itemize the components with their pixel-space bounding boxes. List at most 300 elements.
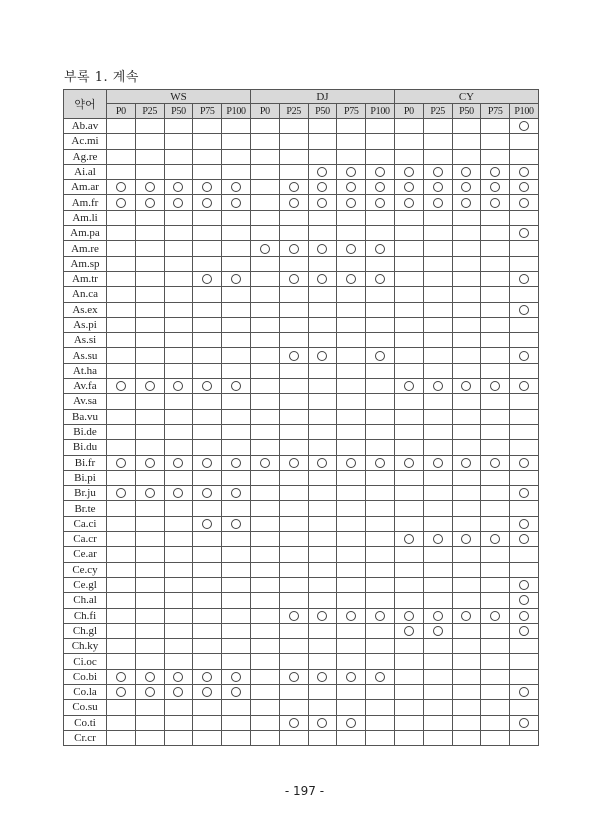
mark-cell [193, 363, 222, 378]
mark-cell [193, 379, 222, 394]
mark-cell [135, 669, 164, 684]
abbr-cell: Am.li [64, 210, 107, 225]
mark-cell [135, 149, 164, 164]
mark-cell [337, 149, 366, 164]
mark-cell [107, 593, 136, 608]
mark-cell [279, 302, 308, 317]
mark-cell [250, 577, 279, 592]
abbr-cell: Bi.de [64, 424, 107, 439]
mark-cell [193, 684, 222, 699]
mark-cell [308, 516, 337, 531]
circle-mark-icon [231, 274, 241, 284]
mark-cell [222, 333, 251, 348]
mark-cell [279, 164, 308, 179]
mark-cell [135, 715, 164, 730]
mark-cell [222, 562, 251, 577]
circle-mark-icon [461, 458, 471, 468]
mark-cell [193, 730, 222, 745]
mark-cell [193, 516, 222, 531]
circle-mark-icon [202, 274, 212, 284]
mark-cell [279, 486, 308, 501]
mark-cell [481, 608, 510, 623]
mark-cell [481, 409, 510, 424]
mark-cell [366, 379, 395, 394]
mark-cell [481, 623, 510, 638]
mark-cell [222, 669, 251, 684]
abbr-cell: Ch.ky [64, 639, 107, 654]
abbr-cell: Ag.re [64, 149, 107, 164]
subcolumn-header: P25 [279, 104, 308, 119]
mark-cell [279, 134, 308, 149]
mark-cell [423, 210, 452, 225]
mark-cell [366, 730, 395, 745]
mark-cell [337, 577, 366, 592]
circle-mark-icon [231, 381, 241, 391]
mark-cell [394, 730, 423, 745]
page-number: - 197 - [284, 784, 325, 798]
mark-cell [510, 226, 539, 241]
mark-cell [279, 226, 308, 241]
mark-cell [366, 348, 395, 363]
mark-cell [222, 470, 251, 485]
mark-cell [423, 271, 452, 286]
circle-mark-icon [519, 488, 529, 498]
mark-cell [423, 424, 452, 439]
mark-cell [107, 256, 136, 271]
mark-cell [481, 379, 510, 394]
abbr-cell: Bi.pi [64, 470, 107, 485]
mark-cell [135, 639, 164, 654]
mark-cell [510, 271, 539, 286]
circle-mark-icon [317, 274, 327, 284]
mark-cell [250, 302, 279, 317]
mark-cell [250, 700, 279, 715]
mark-cell [452, 317, 481, 332]
mark-cell [366, 700, 395, 715]
circle-mark-icon [490, 182, 500, 192]
mark-cell [164, 654, 193, 669]
mark-cell [394, 669, 423, 684]
mark-cell [452, 348, 481, 363]
table-row [64, 333, 539, 348]
mark-cell [250, 486, 279, 501]
circle-mark-icon [433, 182, 443, 192]
circle-mark-icon [375, 458, 385, 468]
mark-cell [250, 287, 279, 302]
mark-cell [107, 700, 136, 715]
mark-cell [222, 623, 251, 638]
mark-cell [107, 486, 136, 501]
mark-cell [337, 654, 366, 669]
mark-cell [510, 669, 539, 684]
abbr-cell: As.ex [64, 302, 107, 317]
mark-cell [394, 210, 423, 225]
mark-cell [135, 394, 164, 409]
mark-cell [423, 684, 452, 699]
mark-cell [452, 149, 481, 164]
group-header-cy: CY [394, 90, 538, 104]
mark-cell [135, 440, 164, 455]
mark-cell [481, 241, 510, 256]
mark-cell [135, 134, 164, 149]
mark-cell [510, 317, 539, 332]
mark-cell [164, 164, 193, 179]
mark-cell [164, 470, 193, 485]
table-row [64, 119, 539, 134]
mark-cell [510, 654, 539, 669]
mark-cell [107, 684, 136, 699]
mark-cell [423, 486, 452, 501]
mark-cell [510, 256, 539, 271]
mark-cell [279, 684, 308, 699]
abbr-cell: Av.fa [64, 379, 107, 394]
mark-cell [250, 470, 279, 485]
mark-cell [423, 256, 452, 271]
mark-cell [510, 119, 539, 134]
mark-cell [193, 271, 222, 286]
table-row [64, 348, 539, 363]
table-row [64, 149, 539, 164]
mark-cell [510, 501, 539, 516]
mark-cell [193, 134, 222, 149]
mark-cell [222, 684, 251, 699]
circle-mark-icon [116, 182, 126, 192]
circle-mark-icon [173, 672, 183, 682]
mark-cell [394, 516, 423, 531]
circle-mark-icon [519, 121, 529, 131]
circle-mark-icon [116, 198, 126, 208]
mark-cell [308, 149, 337, 164]
circle-mark-icon [404, 198, 414, 208]
mark-cell [135, 409, 164, 424]
circle-mark-icon [404, 381, 414, 391]
mark-cell [481, 134, 510, 149]
mark-cell [481, 470, 510, 485]
mark-cell [250, 516, 279, 531]
mark-cell [394, 623, 423, 638]
mark-cell [164, 684, 193, 699]
mark-cell [250, 348, 279, 363]
mark-cell [222, 195, 251, 210]
mark-cell [452, 715, 481, 730]
circle-mark-icon [433, 458, 443, 468]
mark-cell [250, 654, 279, 669]
mark-cell [279, 547, 308, 562]
mark-cell [193, 195, 222, 210]
mark-cell [366, 394, 395, 409]
table-row [64, 715, 539, 730]
mark-cell [366, 119, 395, 134]
mark-cell [481, 516, 510, 531]
mark-cell [510, 164, 539, 179]
mark-cell [222, 532, 251, 547]
mark-cell [337, 593, 366, 608]
mark-cell [279, 363, 308, 378]
mark-cell [423, 501, 452, 516]
mark-cell [366, 501, 395, 516]
mark-cell [193, 210, 222, 225]
mark-cell [337, 700, 366, 715]
mark-cell [366, 516, 395, 531]
mark-cell [366, 363, 395, 378]
mark-cell [222, 363, 251, 378]
mark-cell [481, 256, 510, 271]
mark-cell [452, 302, 481, 317]
mark-cell [193, 669, 222, 684]
mark-cell [107, 562, 136, 577]
mark-cell [193, 700, 222, 715]
subcolumn-header: P75 [481, 104, 510, 119]
mark-cell [164, 562, 193, 577]
mark-cell [510, 348, 539, 363]
abbr-cell: Am.ar [64, 180, 107, 195]
mark-cell [423, 134, 452, 149]
mark-cell [222, 256, 251, 271]
circle-mark-icon [145, 198, 155, 208]
circle-mark-icon [519, 687, 529, 697]
mark-cell [308, 317, 337, 332]
mark-cell [193, 119, 222, 134]
mark-cell [250, 134, 279, 149]
table-row [64, 532, 539, 547]
mark-cell [135, 195, 164, 210]
mark-cell [250, 639, 279, 654]
mark-cell [164, 608, 193, 623]
mark-cell [107, 455, 136, 470]
mark-cell [337, 119, 366, 134]
mark-cell [394, 547, 423, 562]
mark-cell [394, 164, 423, 179]
mark-cell [510, 424, 539, 439]
mark-cell [423, 149, 452, 164]
mark-cell [337, 486, 366, 501]
mark-cell [279, 180, 308, 195]
mark-cell [452, 226, 481, 241]
mark-cell [452, 577, 481, 592]
mark-cell [222, 700, 251, 715]
mark-cell [107, 547, 136, 562]
mark-cell [107, 134, 136, 149]
circle-mark-icon [519, 519, 529, 529]
circle-mark-icon [231, 458, 241, 468]
mark-cell [164, 623, 193, 638]
abbr-cell: Ca.ci [64, 516, 107, 531]
mark-cell [164, 271, 193, 286]
mark-cell [452, 379, 481, 394]
mark-cell [222, 287, 251, 302]
mark-cell [481, 654, 510, 669]
mark-cell [193, 455, 222, 470]
mark-cell [135, 577, 164, 592]
table-row [64, 256, 539, 271]
circle-mark-icon [346, 718, 356, 728]
mark-cell [107, 241, 136, 256]
mark-cell [250, 593, 279, 608]
mark-cell [164, 516, 193, 531]
mark-cell [394, 424, 423, 439]
mark-cell [222, 317, 251, 332]
circle-mark-icon [346, 611, 356, 621]
circle-mark-icon [519, 534, 529, 544]
mark-cell [164, 348, 193, 363]
mark-cell [308, 210, 337, 225]
mark-cell [279, 119, 308, 134]
circle-mark-icon [490, 198, 500, 208]
mark-cell [164, 394, 193, 409]
mark-cell [337, 164, 366, 179]
subcolumn-header: P25 [423, 104, 452, 119]
mark-cell [107, 348, 136, 363]
mark-cell [308, 287, 337, 302]
mark-cell [510, 684, 539, 699]
abbr-cell: Ci.oc [64, 654, 107, 669]
abbr-cell: Co.ti [64, 715, 107, 730]
mark-cell [250, 164, 279, 179]
mark-cell [164, 317, 193, 332]
mark-cell [107, 271, 136, 286]
mark-cell [366, 333, 395, 348]
mark-cell [308, 226, 337, 241]
mark-cell [423, 119, 452, 134]
subcolumn-header: P50 [308, 104, 337, 119]
mark-cell [250, 684, 279, 699]
mark-cell [222, 134, 251, 149]
circle-mark-icon [231, 519, 241, 529]
table-row [64, 455, 539, 470]
circle-mark-icon [433, 381, 443, 391]
mark-cell [337, 547, 366, 562]
table-row [64, 180, 539, 195]
mark-cell [394, 287, 423, 302]
appendix-table [63, 89, 539, 746]
circle-mark-icon [375, 672, 385, 682]
mark-cell [423, 715, 452, 730]
mark-cell [250, 119, 279, 134]
mark-cell [135, 363, 164, 378]
mark-cell [394, 562, 423, 577]
mark-cell [250, 532, 279, 547]
mark-cell [337, 455, 366, 470]
mark-cell [107, 363, 136, 378]
table-row [64, 470, 539, 485]
mark-cell [250, 409, 279, 424]
mark-cell [481, 164, 510, 179]
mark-cell [452, 363, 481, 378]
circle-mark-icon [346, 182, 356, 192]
circle-mark-icon [173, 198, 183, 208]
circle-mark-icon [346, 672, 356, 682]
mark-cell [452, 119, 481, 134]
mark-cell [481, 180, 510, 195]
circle-mark-icon [173, 182, 183, 192]
mark-cell [366, 302, 395, 317]
mark-cell [394, 577, 423, 592]
mark-cell [250, 241, 279, 256]
mark-cell [308, 440, 337, 455]
circle-mark-icon [231, 687, 241, 697]
mark-cell [337, 180, 366, 195]
mark-cell [452, 593, 481, 608]
mark-cell [423, 608, 452, 623]
circle-mark-icon [173, 687, 183, 697]
table-row [64, 363, 539, 378]
circle-mark-icon [231, 672, 241, 682]
table-row [64, 577, 539, 592]
mark-cell [135, 455, 164, 470]
table-row [64, 440, 539, 455]
mark-cell [222, 547, 251, 562]
mark-cell [193, 639, 222, 654]
mark-cell [193, 547, 222, 562]
mark-cell [222, 516, 251, 531]
mark-cell [193, 256, 222, 271]
circle-mark-icon [202, 672, 212, 682]
mark-cell [135, 180, 164, 195]
mark-cell [394, 684, 423, 699]
mark-cell [510, 547, 539, 562]
mark-cell [279, 593, 308, 608]
mark-cell [308, 608, 337, 623]
mark-cell [366, 547, 395, 562]
abbr-cell: Ab.av [64, 119, 107, 134]
circle-mark-icon [519, 718, 529, 728]
table-row [64, 669, 539, 684]
mark-cell [394, 256, 423, 271]
mark-cell [366, 577, 395, 592]
mark-cell [193, 470, 222, 485]
circle-mark-icon [116, 672, 126, 682]
table-row [64, 608, 539, 623]
mark-cell [394, 608, 423, 623]
mark-cell [279, 424, 308, 439]
mark-cell [337, 363, 366, 378]
mark-cell [366, 424, 395, 439]
abbr-cell: As.su [64, 348, 107, 363]
mark-cell [279, 516, 308, 531]
circle-mark-icon [116, 381, 126, 391]
header-group-row [64, 90, 539, 104]
mark-cell [510, 363, 539, 378]
mark-cell [193, 440, 222, 455]
mark-cell [481, 287, 510, 302]
mark-cell [423, 623, 452, 638]
mark-cell [423, 562, 452, 577]
mark-cell [135, 486, 164, 501]
circle-mark-icon [145, 381, 155, 391]
mark-cell [222, 226, 251, 241]
mark-cell [107, 180, 136, 195]
mark-cell [423, 593, 452, 608]
circle-mark-icon [317, 198, 327, 208]
mark-cell [394, 134, 423, 149]
mark-cell [510, 623, 539, 638]
mark-cell [337, 210, 366, 225]
mark-cell [394, 532, 423, 547]
mark-cell [423, 577, 452, 592]
mark-cell [452, 501, 481, 516]
mark-cell [394, 379, 423, 394]
mark-cell [135, 256, 164, 271]
mark-cell [135, 164, 164, 179]
mark-cell [164, 119, 193, 134]
circle-mark-icon [202, 488, 212, 498]
subcolumn-header: P100 [222, 104, 251, 119]
mark-cell [250, 424, 279, 439]
circle-mark-icon [346, 244, 356, 254]
mark-cell [452, 180, 481, 195]
abbr-cell: Am.tr [64, 271, 107, 286]
mark-cell [366, 623, 395, 638]
